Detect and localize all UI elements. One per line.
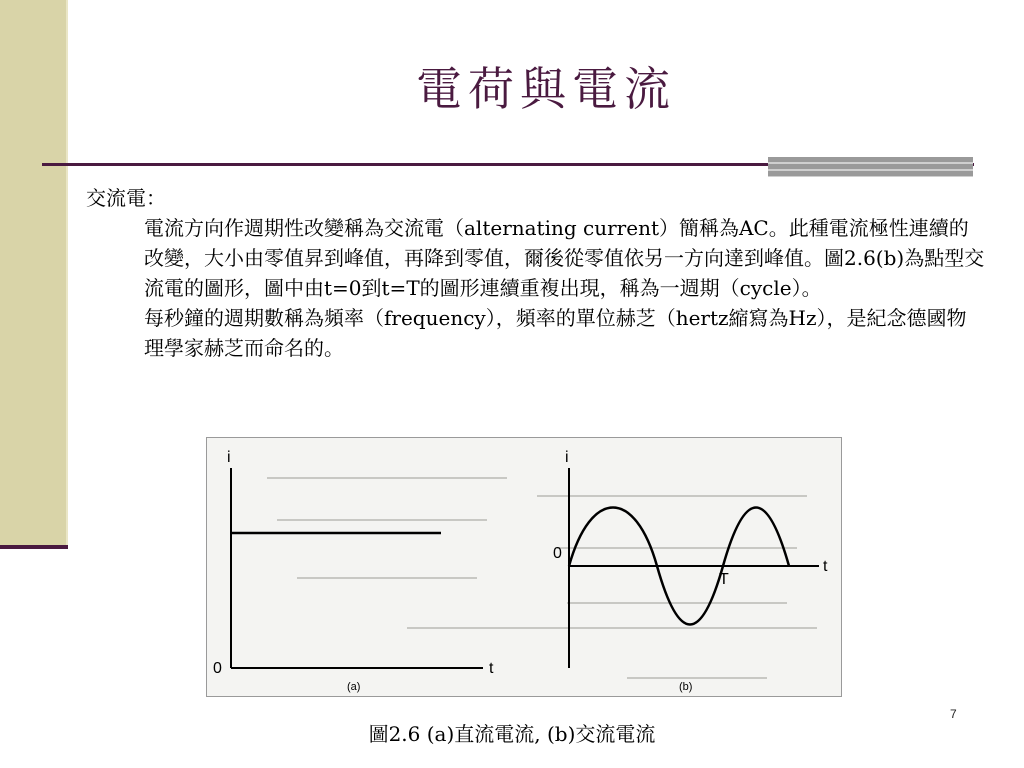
panel-b-origin-label: 0 xyxy=(553,545,562,562)
page-number: 7 xyxy=(950,707,957,721)
title-divider-accent xyxy=(768,157,973,177)
figure-graphics xyxy=(207,438,841,696)
left-decorative-band xyxy=(0,0,66,548)
panel-a-y-label: i xyxy=(227,449,231,466)
figure-caption: 圖2.6 (a)直流電流, (b)交流電流 xyxy=(368,722,656,746)
panel-b-x-label: t xyxy=(823,558,828,575)
panel-b-label: (b) xyxy=(679,681,693,693)
panel-a-label: (a) xyxy=(347,681,361,693)
slide-body xyxy=(86,183,986,363)
scan-noise xyxy=(267,478,817,678)
figure-dc-ac-current xyxy=(206,437,842,697)
slide-title: 電荷與電流 xyxy=(416,62,676,116)
panel-a-origin-label: 0 xyxy=(213,660,222,677)
left-band-rule xyxy=(0,545,68,549)
panel-a-x-label: t xyxy=(489,660,494,677)
panel-b-y-label: i xyxy=(565,449,569,466)
paragraph-ac-definition: 電流方向作週期性改變稱為交流電（alternating current）簡稱為AC。此種電流極性連續的改變，大小由零值昇到峰值，再降到零值，爾後從零值依另一方向達到峰值。圖2.6(b)為點型交流電的圖形，圖中由t=0到t=T的圖形連續重複出現，稱為一週期（cycle）。 xyxy=(144,216,985,300)
paragraph-frequency: 每秒鐘的週期數稱為頻率（frequency），頻率的單位赫芝（hertz縮寫為Hz），是紀念德國物理學家赫芝而命名的。 xyxy=(144,306,967,360)
section-heading: 交流電： xyxy=(86,186,166,210)
panel-b-period-label: T xyxy=(719,571,729,588)
